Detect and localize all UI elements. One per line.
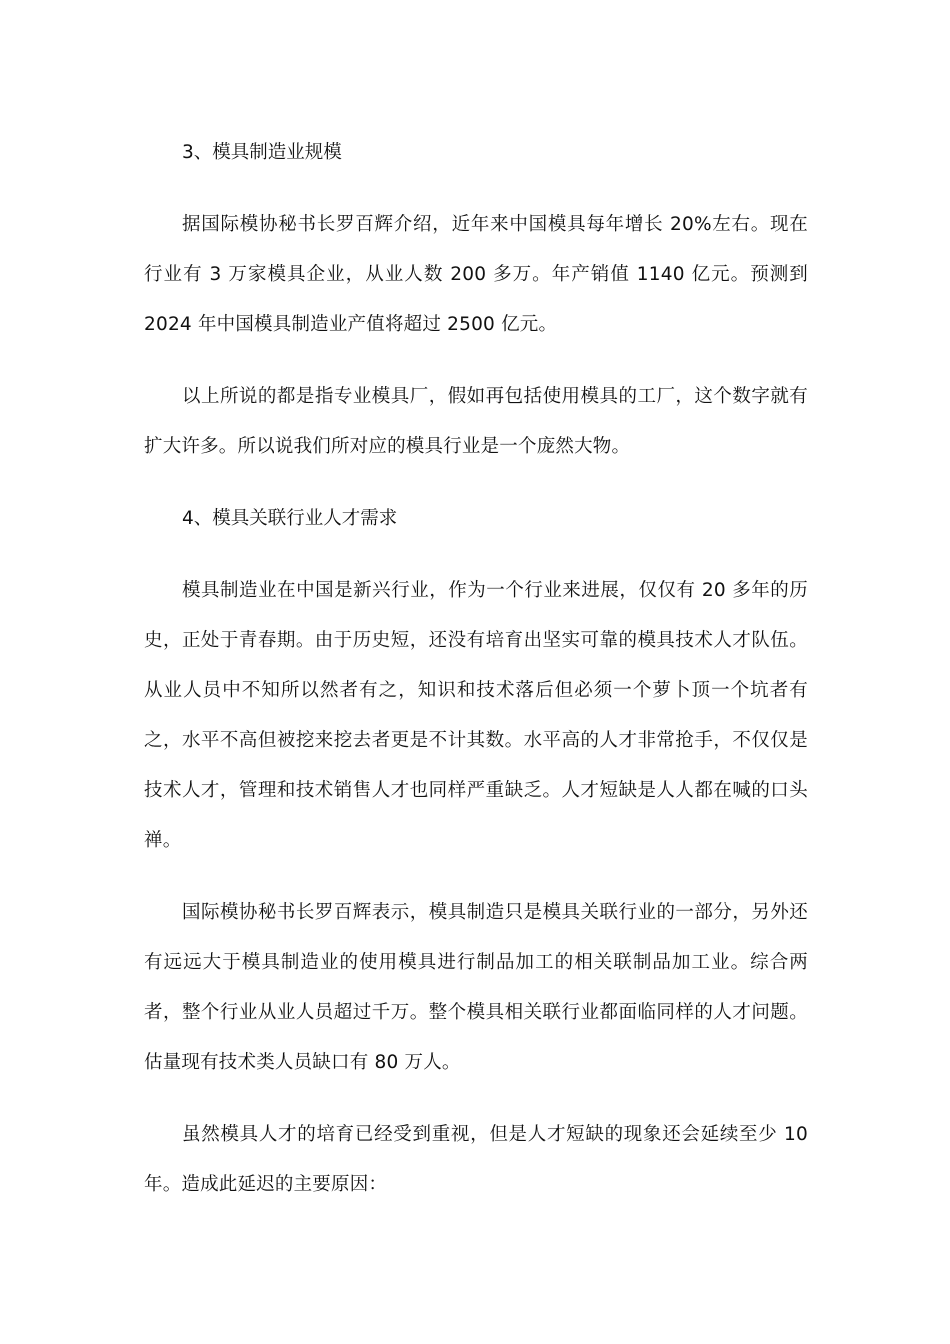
section-4-paragraph-1: 模具制造业在中国是新兴行业，作为一个行业来进展，仅仅有 20 多年的历史，正处于青春期。由于历史短，还没有培育出坚实可靠的模具技术人才队伍。从业人员中不知所以然者有之，知识和技术落后但必须一个萝卜顶一个坑者有之，水平不高但被挖来挖去者更是不计其数。水平高的人才非常抢手，不仅仅是技术人才，管理和技术销售人才也同样严重缺乏。人才短缺是人人都在喊的口头禅。 (144, 580, 808, 851)
section-4-paragraph-3: 虽然模具人才的培育已经受到重视，但是人才短缺的现象还会延续至少 10 年。造成此延迟的主要原因： (144, 1124, 808, 1195)
document-body (144, 128, 808, 1210)
section-3-paragraph-2: 以上所说的都是指专业模具厂，假如再包括使用模具的工厂，这个数字就有扩大许多。所以说我们所对应的模具行业是一个庞然大物。 (144, 386, 808, 457)
section-4-paragraph-2: 国际模协秘书长罗百辉表示，模具制造只是模具关联行业的一部分，另外还有远远大于模具制造业的使用模具进行制品加工的相关联制品加工业。综合两者，整个行业从业人员超过千万。整个模具相关联行业都面临同样的人才问题。估量现有技术类人员缺口有 80 万人。 (144, 902, 808, 1073)
section-3-paragraph-1: 据国际模协秘书长罗百辉介绍，近年来中国模具每年增长 20%左右。现在行业有 3 万家模具企业，从业人数 200 多万。年产销值 1140 亿元。预测到 2024 年中国模具制造业产值将超过 2500 亿元。 (144, 214, 808, 335)
section-3-heading: 3、模具制造业规模 (182, 142, 342, 163)
section-4-heading: 4、模具关联行业人才需求 (182, 508, 398, 529)
